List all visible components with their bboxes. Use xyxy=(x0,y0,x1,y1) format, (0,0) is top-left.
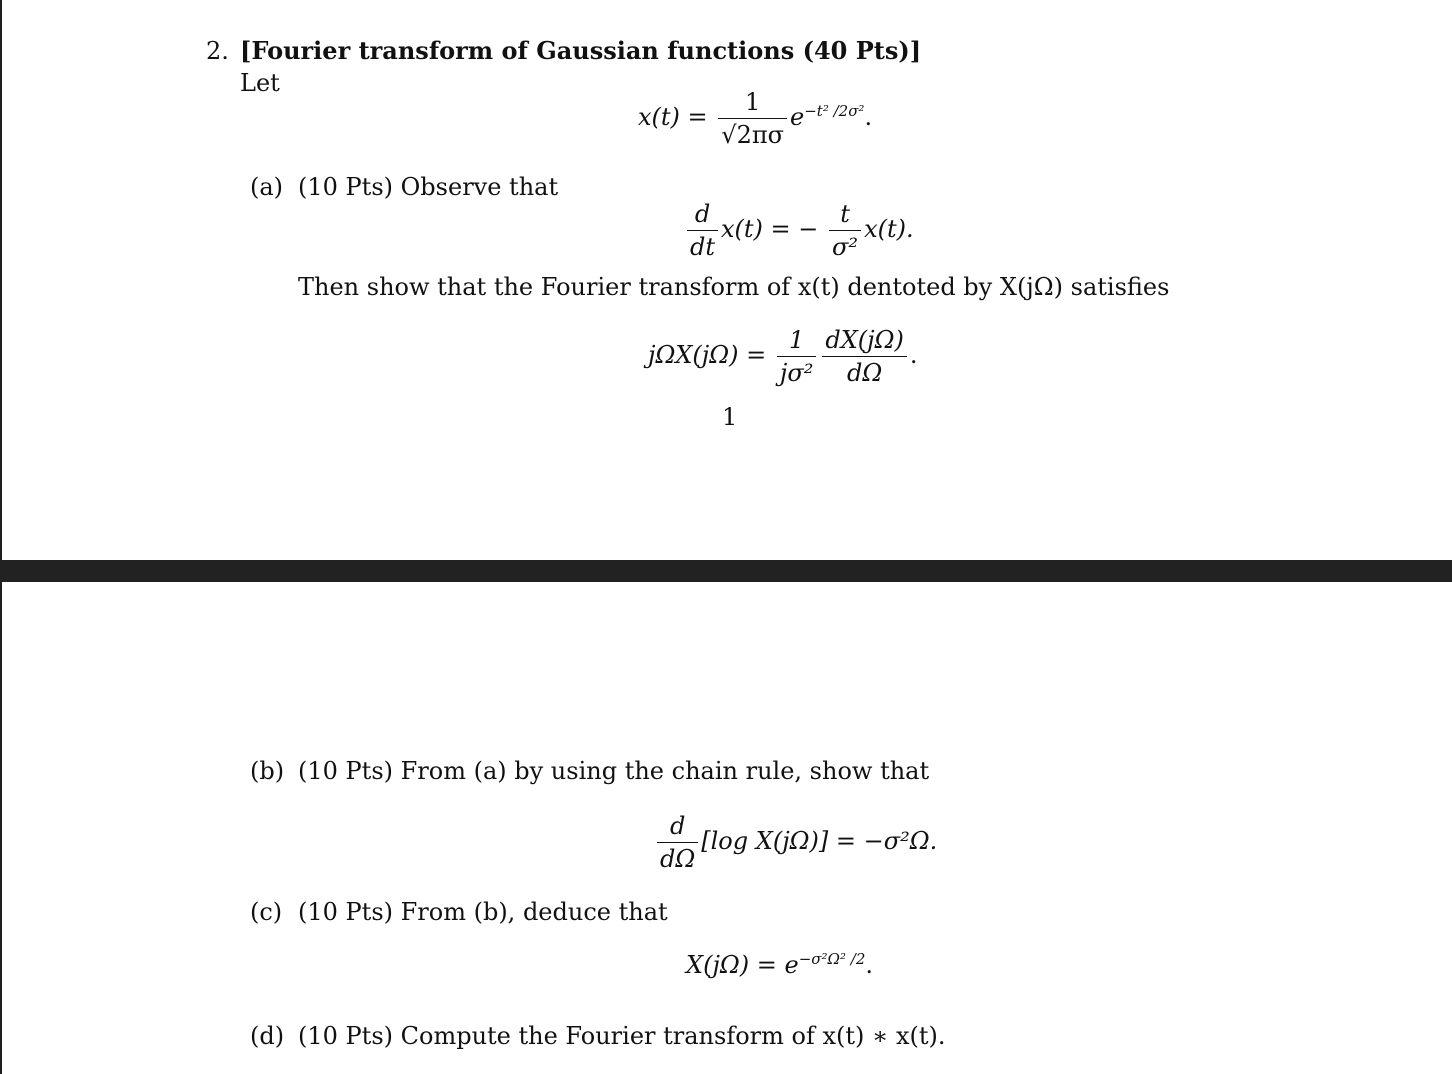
eq-a2-lhs: jΩX(jΩ) = xyxy=(648,341,767,369)
page-two xyxy=(0,582,1452,1074)
part-c-label: (c) xyxy=(250,898,283,926)
eq-a2-end: . xyxy=(909,341,918,369)
eq-a2-f2-den: dΩ xyxy=(846,359,883,387)
eq-x-end: . xyxy=(864,103,873,131)
eq-a1-t-den: σ² xyxy=(832,233,859,261)
part-a-then-text: Then show that the Fourier transform of x(t) dentoted by X(jΩ) satisfies xyxy=(298,273,1170,301)
page-number: 1 xyxy=(722,403,738,431)
eq-a2-fraction-1 xyxy=(777,324,816,389)
eq-a1-t-num: t xyxy=(829,198,861,231)
part-a-text: (10 Pts) Observe that xyxy=(298,173,559,201)
page-separator xyxy=(0,560,1452,582)
eq-a1-d-num: d xyxy=(687,198,718,231)
eq-a1-t-fraction xyxy=(829,198,861,263)
eq-a1-rhs: x(t). xyxy=(864,215,914,243)
part-b-text: (10 Pts) From (a) by using the chain rule, show that xyxy=(298,757,930,785)
part-a-label: (a) xyxy=(250,173,284,201)
equation-a-derivative xyxy=(684,198,914,263)
eq-b-d-num: d xyxy=(657,810,698,843)
eq-x-frac-num: 1 xyxy=(718,86,787,119)
eq-b-rhs: [log X(jΩ)] = −σ²Ω. xyxy=(701,827,938,855)
part-c-text: (10 Pts) From (b), deduce that xyxy=(298,898,668,926)
part-d-text: (10 Pts) Compute the Fourier transform of x(t) ∗ x(t). xyxy=(298,1022,946,1050)
eq-a1-d-den: dt xyxy=(690,233,716,261)
equation-c xyxy=(686,950,873,979)
eq-c-lhs: X(jΩ) = e xyxy=(686,951,799,979)
eq-a1-d-fraction xyxy=(687,198,718,263)
part-d-label: (d) xyxy=(250,1022,285,1050)
eq-a2-f1-num: 1 xyxy=(777,324,816,357)
problem-intro: Let xyxy=(240,69,280,97)
equation-a-transform xyxy=(648,324,917,389)
eq-c-exponent: −σ²Ω² /2 xyxy=(798,950,866,968)
eq-a2-f1-den: jσ² xyxy=(779,359,814,387)
eq-a2-fraction-2 xyxy=(822,324,907,389)
eq-c-end: . xyxy=(865,951,874,979)
equation-x-definition xyxy=(638,86,872,151)
eq-x-exponent: −t² /2σ² xyxy=(804,102,865,120)
part-b-label: (b) xyxy=(250,757,285,785)
eq-b-d-den: dΩ xyxy=(660,845,696,873)
eq-x-frac-den: √2πσ xyxy=(721,121,785,149)
eq-x-exp-base: e xyxy=(790,103,805,131)
problem-title: [Fourier transform of Gaussian functions (40 Pts)] xyxy=(240,36,922,65)
eq-x-fraction xyxy=(718,86,787,151)
eq-b-d-fraction xyxy=(657,810,698,875)
problem-number: 2. xyxy=(206,37,229,65)
eq-x-lhs: x(t) = xyxy=(638,103,708,131)
equation-b xyxy=(654,810,937,875)
eq-a2-f2-num: dX(jΩ) xyxy=(822,324,907,357)
eq-a1-lhs: x(t) = − xyxy=(721,215,819,243)
